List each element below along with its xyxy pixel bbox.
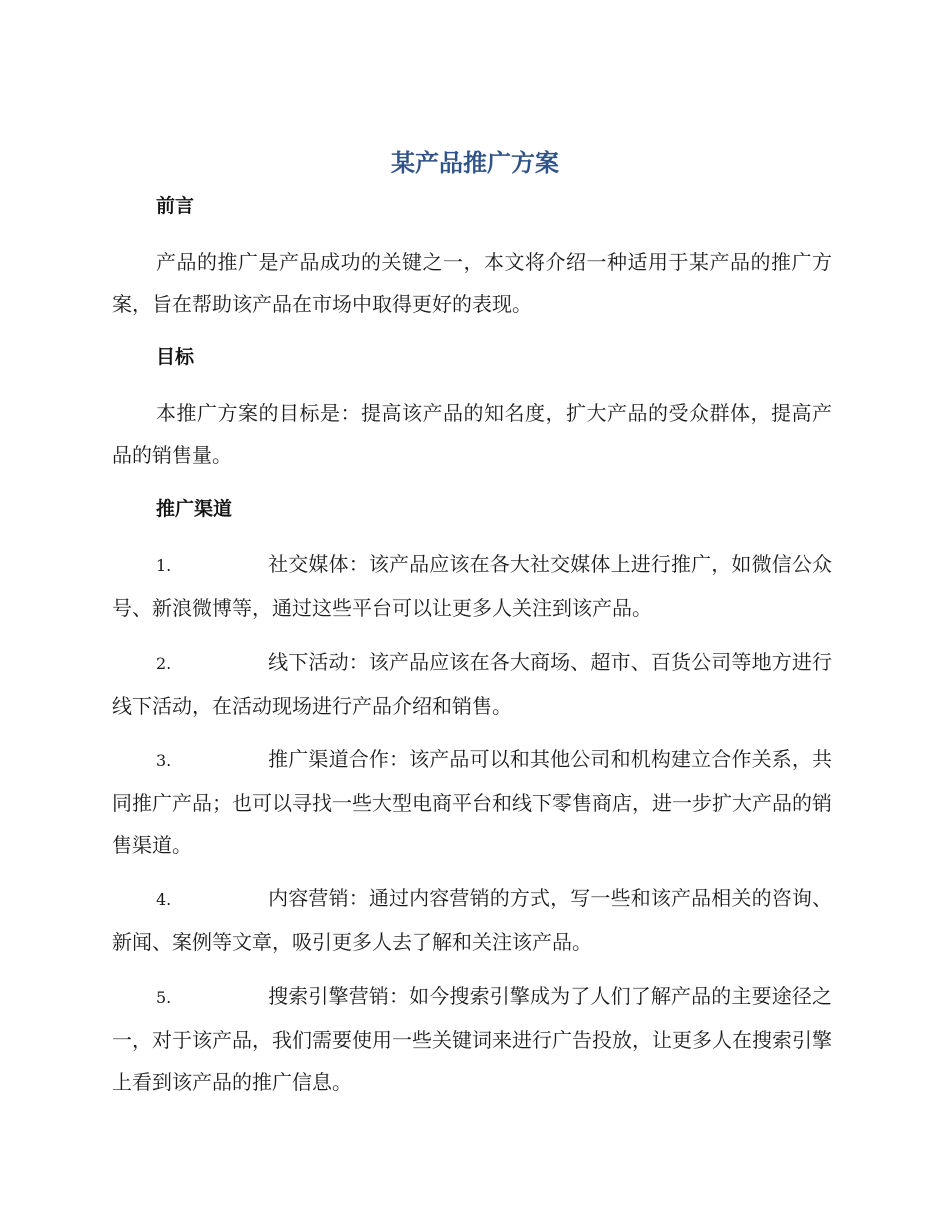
list-item-number: 2.	[156, 654, 172, 673]
list-item-number: 1.	[156, 556, 172, 575]
list-item	[112, 975, 832, 1103]
list-item-text: 搜索引擎营销：如今搜索引擎成为了人们了解产品的主要途径之一，对于该产品，我们需要使用一些关键词来进行广告投放，让更多人在搜索引擎上看到该产品的推广信息。	[112, 984, 832, 1094]
list-item-text: 推广渠道合作：该产品可以和其他公司和机构建立合作关系，共同推广产品；也可以寻找一些大型电商平台和线下零售商店，进一步扩大产品的销售渠道。	[112, 747, 832, 857]
list-item	[112, 641, 832, 727]
list-item-number: 5.	[156, 988, 172, 1007]
list-item	[112, 738, 832, 866]
paragraph-preface: 产品的推广是产品成功的关键之一，本文将介绍一种适用于某产品的推广方案，旨在帮助该产品在市场中取得更好的表现。	[112, 250, 832, 316]
list-item-number: 3.	[156, 751, 172, 770]
paragraph-goals: 本推广方案的目标是：提高该产品的知名度，扩大产品的受众群体，提高产品的销售量。	[112, 401, 832, 467]
list-item-text: 内容营销：通过内容营销的方式，写一些和该产品相关的咨询、新闻、案例等文章，吸引更多人去了解和关注该产品。	[112, 886, 832, 954]
list-item	[112, 543, 832, 629]
section-heading-channels: 推广渠道	[156, 498, 233, 520]
section-heading-goals: 目标	[156, 346, 195, 368]
list-item	[112, 877, 832, 963]
section-heading-preface: 前言	[156, 195, 195, 217]
list-item-text: 社交媒体：该产品应该在各大社交媒体上进行推广，如微信公众号、新浪微博等，通过这些平台可以让更多人关注到该产品。	[112, 552, 832, 620]
list-item-number: 4.	[156, 890, 172, 909]
document-title: 某产品推广方案	[391, 149, 559, 177]
list-item-text: 线下活动：该产品应该在各大商场、超市、百货公司等地方进行线下活动，在活动现场进行产品介绍和销售。	[112, 650, 832, 718]
